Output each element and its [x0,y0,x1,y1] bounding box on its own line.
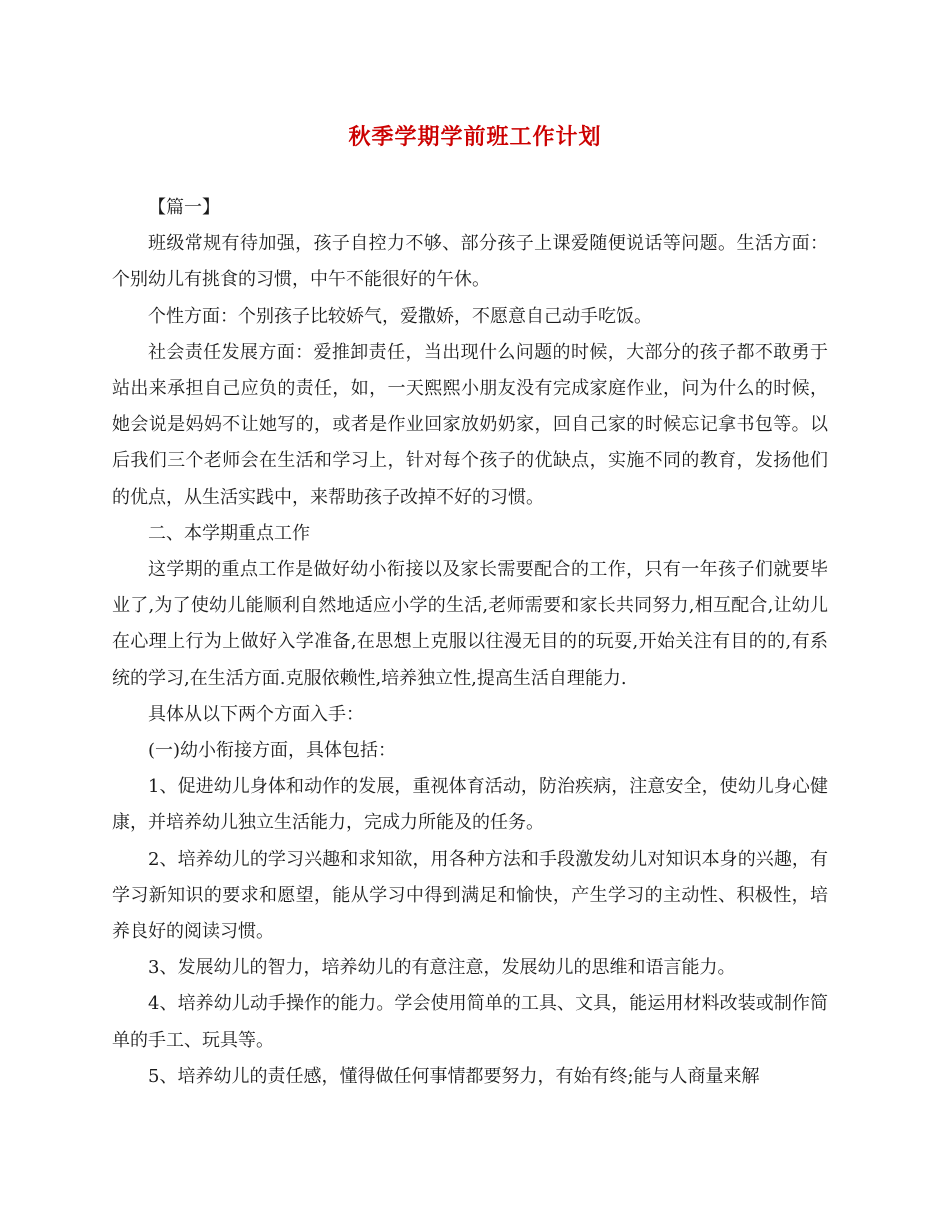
subsection-heading: (一)幼小衔接方面，具体包括： [148,740,397,762]
section-heading-key-work: 二、本学期重点工作 [148,522,310,544]
paragraph: 具体从以下两个方面入手： [148,703,364,725]
list-item: 2、培养幼儿的学习兴趣和求知欲，用各种方法和手段激发幼儿对知识本身的兴趣，有学习新知识的要求和愿望，能从学习中得到满足和愉快，产生学习的主动性、积极性，培养良好的阅读习惯。 [112,848,828,943]
paragraph: 这学期的重点工作是做好幼小衔接以及家长需要配合的工作，只有一年孩子们就要毕业了,为了使幼儿能顺利自然地适应小学的生活,老师需要和家长共同努力,相互配合,让幼儿在心理上行为上做好入学准备,在思想上克服以往漫无目的的玩耍,开始关注有目的的,有系统的学习,在生活方面.克服依赖性,培养独立性,提高生活自理能力. [112,559,828,689]
list-item: 3、发展幼儿的智力，培养幼儿的有意注意，发展幼儿的思维和语言能力。 [148,957,736,979]
list-item: 5、培养幼儿的责任感，懂得做任何事情都要努力，有始有终;能与人商量来解 [148,1065,760,1087]
document-title: 秋季学期学前班工作计划 [348,124,602,150]
paragraph: 班级常规有待加强，孩子自控力不够、部分孩子上课爱随便说话等问题。生活方面：个别幼儿有挑食的习惯，中午不能很好的午休。 [112,233,828,291]
list-item: 1、促进幼儿身体和动作的发展，重视体育活动，防治疾病，注意安全，使幼儿身心健康，并培养幼儿独立生活能力，完成力所能及的任务。 [112,776,828,834]
list-item: 4、培养幼儿动手操作的能力。学会使用简单的工具、文具，能运用材料改装或制作简单的手工、玩具等。 [112,993,828,1051]
section-heading-part-one: 【篇一】 [148,197,220,218]
document-body [112,190,828,1095]
paragraph: 个性方面：个别孩子比较娇气，爱撒娇，不愿意自己动手吃饭。 [148,305,652,327]
paragraph: 社会责任发展方面：爱推卸责任，当出现什么问题的时候，大部分的孩子都不敢勇于站出来承担自己应负的责任，如，一天熙熙小朋友没有完成家庭作业，问为什么的时候，她会说是妈妈不让她写的，或者是作业回家放奶奶家，回自己家的时候忘记拿书包等。以后我们三个老师会在生活和学习上，针对每个孩子的优缺点，实施不同的教育，发扬他们的优点，从生活实践中，来帮助孩子改掉不好的习惯。 [112,341,828,508]
